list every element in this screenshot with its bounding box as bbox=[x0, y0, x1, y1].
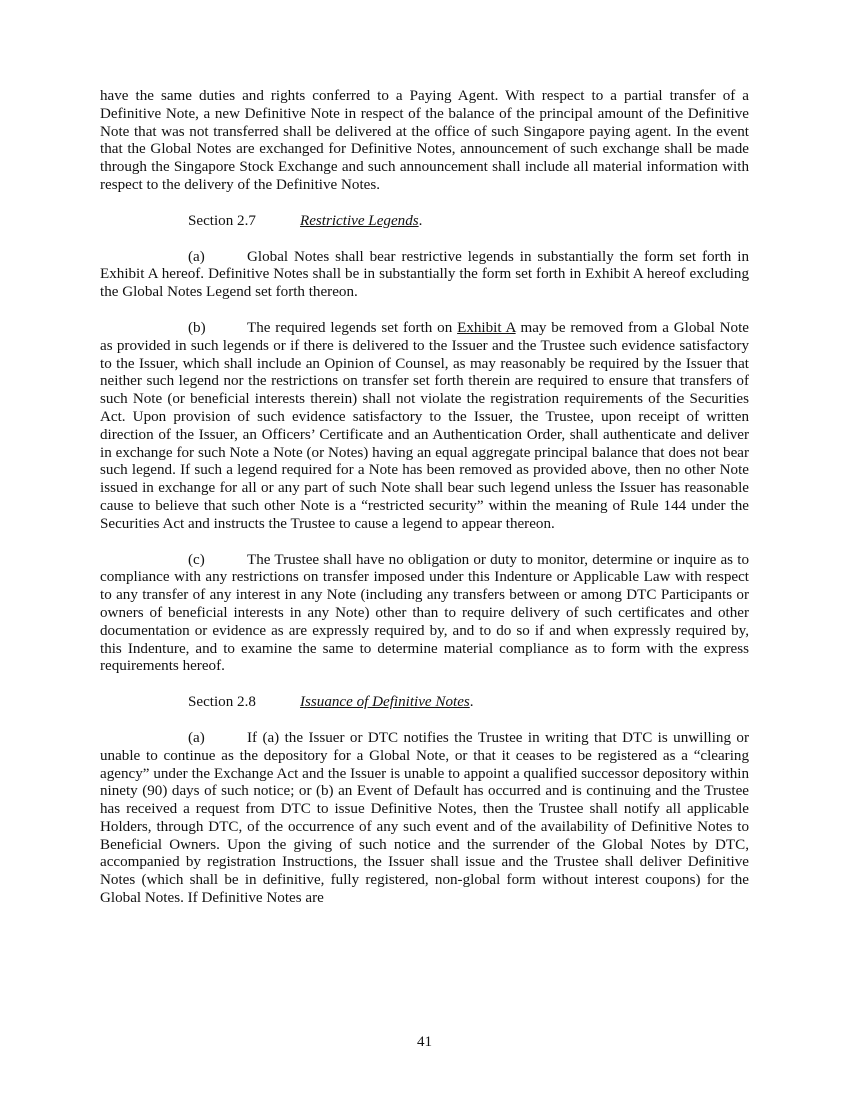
section-title: Issuance of Definitive Notes bbox=[300, 694, 470, 711]
paragraph-intro: have the same duties and rights conferred to a Paying Agent. With respect to a partial transfer of a Definitive Note, a new Definitive Note in respect of the balance of the principal amount of the Definitive Note that was not transferred shall be delivered at the office of such Singapore paying agent. In the event that the Global Notes are exchanged for Definitive Notes, announcement of such exchange shall be made through the Singapore Stock Exchange and such announcement shall include all material information with respect to the delivery of the Definitive Notes. bbox=[100, 88, 749, 193]
section-2-8-heading bbox=[100, 694, 749, 712]
section-title-period: . bbox=[469, 694, 474, 711]
paragraph-text: may be removed from a Global Note as provided in such legends or if there is delivered to the Issuer and the Trustee such evidence satisfactory to the Issuer, which shall include an Opinion of Counsel, as may reasonably be required by the Issuer that neither such legend nor the restrictions on transfer set forth therein are required to ensure that transfers of such Note (or beneficial interests therein) shall not violate the registration requirements of the Securities Act. Upon provision of such evidence satisfactory to the Issuer, the Trustee, upon receipt of written direction of the Issuer, an Officers’ Certificate and an Authentication Order, shall authenticate and deliver in exchange for such Note a Note (or Notes) having an equal aggregate principal balance that does not bear such legend. If such a legend required for a Note has been removed as provided above, then no other Note issued in exchange for all or any part of such Note shall bear such legend unless the Issuer has reasonable cause to believe that such other Note is a “restricted security” within the meaning of Rule 144 under the Securities Act and instructs the Trustee to cause a legend to appear thereon. bbox=[100, 319, 749, 532]
paragraph-2-7-c bbox=[100, 552, 749, 677]
section-number: Section 2.7 bbox=[188, 212, 256, 229]
page-number: 41 bbox=[416, 1034, 433, 1050]
section-title-period: . bbox=[418, 212, 423, 229]
paragraph-label: (a) bbox=[188, 248, 205, 265]
section-number: Section 2.8 bbox=[188, 694, 256, 711]
paragraph-text: The required legends set forth on bbox=[247, 319, 458, 336]
section-2-7-heading bbox=[100, 213, 749, 231]
paragraph-2-7-b bbox=[100, 320, 749, 534]
document-page bbox=[100, 88, 749, 908]
paragraph-label: (b) bbox=[188, 319, 206, 336]
exhibit-a-reference: Exhibit A bbox=[457, 319, 516, 336]
paragraph-text: The Trustee shall have no obligation or duty to monitor, determine or inquire as to compliance with any restrictions on transfer imposed under this Indenture or Applicable Law with respect to any transfer of any interest in any Note (including any transfers between or among DTC Participants or owners of beneficial interests in any Note) other than to require delivery of such certificates and other documentation or evidence as are expressly required by, and to do so if and when expressly required by, this Indenture, and to examine the same to determine material compliance as to form with the express requirements hereof. bbox=[100, 551, 749, 675]
paragraph-text: If (a) the Issuer or DTC notifies the Trustee in writing that DTC is unwilling or unable to continue as the depository for a Global Note, or that it ceases to be registered as a “clearing agency” under the Exchange Act and the Issuer is unable to appoint a qualified successor depository within ninety (90) days of such notice; or (b) an Event of Default has occurred and is continuing and the Trustee has received a request from DTC to issue Definitive Notes, then the Trustee shall notify all applicable Holders, through DTC, of the occurrence of any such event and of the availability of Definitive Notes to Beneficial Owners. Upon the giving of such notice and the surrender of the Global Notes by DTC, accompanied by registration Instructions, the Issuer shall issue and the Trustee shall deliver Definitive Notes (which shall be in definitive, fully registered, non-global form without interest coupons) for the Global Notes. If Definitive Notes are bbox=[100, 729, 749, 907]
section-title: Restrictive Legends bbox=[300, 212, 419, 229]
paragraph-label: (c) bbox=[188, 551, 205, 568]
paragraph-2-8-a bbox=[100, 730, 749, 908]
paragraph-2-7-a bbox=[100, 249, 749, 302]
paragraph-text: Global Notes shall bear restrictive legends in substantially the form set forth in Exhibit A hereof. Definitive Notes shall be in substantially the form set forth in Exhibit A hereof excluding the Global Notes Legend set forth thereon. bbox=[100, 248, 749, 301]
paragraph-label: (a) bbox=[188, 729, 205, 746]
